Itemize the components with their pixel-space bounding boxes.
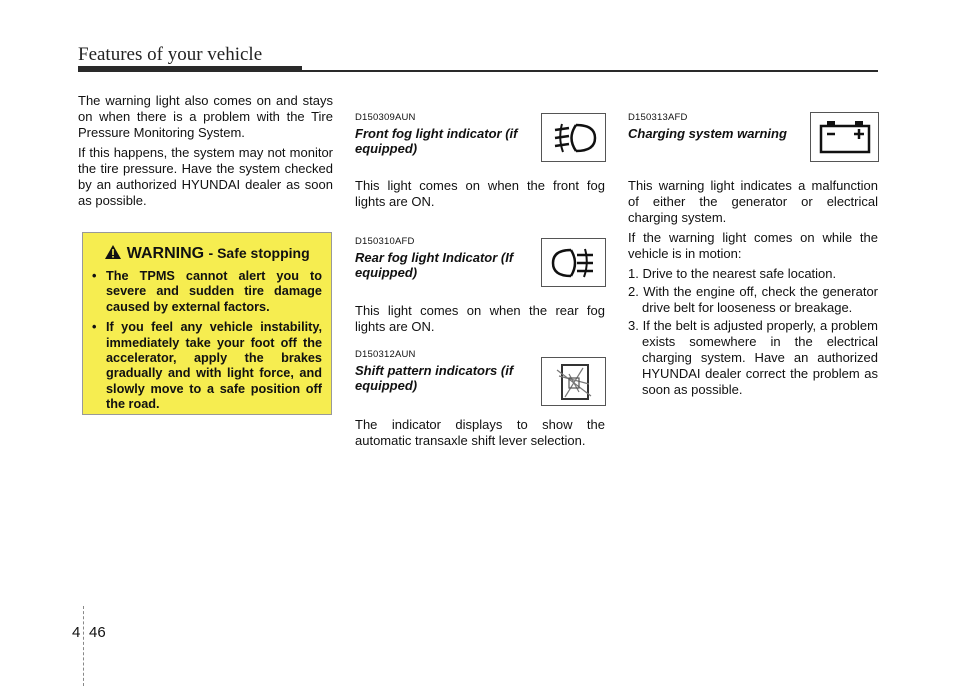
warning-item: • If you feel any vehicle instability, immediately take your foot off the accelerator, apply the brakes gradually and with light force, and slowly move to a safe position off the road.: [106, 320, 322, 412]
section-code: D150310AFD: [355, 236, 415, 247]
section-title: Front fog light indicator (if equipped): [355, 126, 518, 156]
header-rule: [78, 70, 878, 72]
section-body: This light comes on when the rear fog lights are ON.: [355, 303, 605, 334]
warning-list: [83, 269, 331, 413]
page-header-title: Features of your vehicle: [78, 44, 263, 65]
section-title: Shift pattern indicators (if equipped): [355, 363, 514, 393]
section-title: Rear fog light Indicator (If equipped): [355, 250, 514, 280]
page-number: 46: [89, 624, 106, 641]
chapter-number: 4: [72, 624, 81, 641]
front-fog-light-icon: [541, 113, 606, 162]
section-code: D150313AFD: [628, 112, 688, 123]
warning-triangle-icon: [104, 245, 126, 262]
section-code: D150309AUN: [355, 112, 416, 123]
shift-pattern-icon: [541, 357, 606, 406]
warning-item: • The TPMS cannot alert you to severe and sudden tire damage caused by external factors.: [106, 269, 322, 315]
list-item: 3. If the belt is adjusted properly, a problem exists somewhere in the electrical charging system. Have an authorized HYUNDAI dealer correct the problem as soon as possible.: [628, 318, 878, 397]
charging-paragraph-1: This warning light indicates a malfunction of either the generator or electrical charging system.: [628, 178, 878, 225]
section-body: The indicator displays to show the automatic transaxle shift lever selection.: [355, 417, 605, 448]
charging-paragraph-2: If the warning light comes on while the vehicle is in motion:: [628, 230, 878, 261]
list-item: 2. With the engine off, check the generator drive belt for looseness or breakage.: [628, 284, 878, 315]
tpms-paragraph-1: The warning light also comes on and stays on when there is a problem with the Tire Pressure Monitoring System.: [78, 93, 333, 140]
warning-title: WARNING: [126, 245, 205, 262]
column-tpms-text: [78, 93, 333, 213]
rear-fog-light-icon: [541, 238, 606, 287]
warning-box: [82, 232, 332, 415]
tpms-paragraph-2: If this happens, the system may not monitor the tire pressure. Have the system checked by an authorized HYUNDAI dealer as soon as possible.: [78, 145, 333, 208]
section-title: Charging system warning: [628, 126, 787, 141]
list-item: 1. Drive to the nearest safe location.: [628, 266, 837, 281]
charging-steps: [628, 266, 878, 398]
battery-icon: [810, 112, 879, 162]
warning-heading: [83, 244, 331, 263]
section-code: D150312AUN: [355, 349, 416, 360]
section-body: This light comes on when the front fog lights are ON.: [355, 178, 605, 209]
warning-subtitle: - Safe stopping: [208, 245, 310, 261]
footer-divider: [83, 606, 84, 686]
